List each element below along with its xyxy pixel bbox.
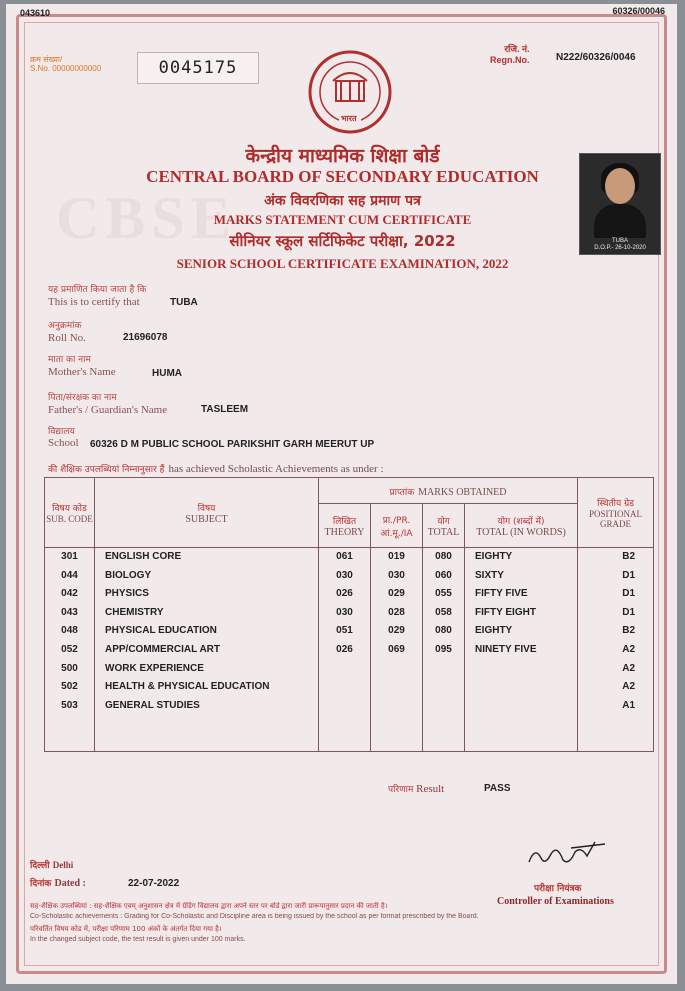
subject-grade-cell: B2 bbox=[622, 625, 636, 637]
col-total bbox=[423, 548, 465, 752]
col-theory bbox=[319, 548, 371, 752]
controller-signature bbox=[525, 836, 615, 881]
father-value: TASLEEM bbox=[201, 404, 249, 415]
subject-theory-cell: 030 bbox=[336, 606, 353, 618]
subject-theory-cell bbox=[319, 678, 370, 697]
subject-theory-cell: 030 bbox=[336, 569, 353, 581]
cbse-logo bbox=[305, 47, 395, 137]
result-value: PASS bbox=[484, 783, 511, 794]
subject-code-cell: 048 bbox=[61, 625, 78, 637]
subject-code-cell: 503 bbox=[61, 699, 78, 711]
student-photo bbox=[579, 153, 661, 255]
subject-theory-cell bbox=[319, 660, 370, 679]
subject-theory-cell: 026 bbox=[336, 588, 353, 600]
exam-title: SENIOR SCHOOL CERTIFICATE EXAMINATION, 2022 bbox=[176, 256, 509, 271]
marks-table bbox=[44, 477, 654, 752]
header-subject: विषय SUBJECT bbox=[95, 478, 319, 548]
cert-title-hindi: अंक विवरणिका सह प्रमाण पत्र bbox=[264, 193, 421, 209]
background-watermark: CBSE bbox=[56, 185, 237, 251]
subject-words-cell: NINETY FIVE bbox=[475, 643, 537, 655]
header-grade: स्थितीय ग्रेड POSITIONAL GRADE bbox=[578, 478, 654, 548]
col-practical bbox=[371, 548, 423, 752]
mother-label-hindi: माता का नाम bbox=[48, 355, 91, 365]
school-label-hindi: विद्यालय bbox=[48, 427, 75, 437]
subject-code-cell: 301 bbox=[61, 551, 78, 562]
subject-pr-cell: 029 bbox=[388, 588, 405, 600]
roll-value: 21696078 bbox=[123, 332, 168, 343]
student-name: TUBA bbox=[170, 297, 198, 308]
subject-words-cell: EIGHTY bbox=[475, 551, 513, 562]
subject-grade-cell: A2 bbox=[622, 681, 636, 693]
subject-words-cell: FIFTY FIVE bbox=[475, 588, 528, 600]
note-changed-code-hindi: परिवर्तित विषय कोड में, परीक्षा परिणाम 100 अंकों के अंतर्गत दिया गया है। bbox=[30, 925, 222, 933]
subject-name-cell: PHYSICS bbox=[105, 588, 149, 600]
header-theory: लिखित THEORY bbox=[319, 504, 371, 548]
subject-grade-cell: A1 bbox=[622, 699, 636, 711]
subject-theory-cell: 061 bbox=[336, 551, 353, 562]
subject-pr-cell: 029 bbox=[388, 625, 405, 637]
subject-words-cell bbox=[475, 697, 577, 716]
subject-grade-cell: D1 bbox=[622, 606, 636, 618]
subject-total-cell bbox=[423, 697, 464, 716]
subject-code-cell: 042 bbox=[61, 588, 78, 600]
subject-name-cell: WORK EXPERIENCE bbox=[105, 662, 204, 674]
subject-pr-cell: 019 bbox=[388, 551, 405, 562]
subject-grade-cell: B2 bbox=[622, 551, 636, 562]
note-coscholastic: Co-Scholastic achievements : Grading for Co-Scholastic and Discipline area is being issued by the school as per format prescribed by the Board. bbox=[30, 913, 479, 920]
subject-code-cell: 044 bbox=[61, 569, 78, 581]
header-practical: प्रा./PR. आं.मू./IA bbox=[371, 504, 423, 548]
sr-no-value: 0045175 bbox=[137, 52, 259, 84]
roll-label-hindi: अनुक्रमांक bbox=[48, 321, 82, 331]
board-title: CENTRAL BOARD OF SECONDARY EDUCATION bbox=[146, 167, 539, 186]
subject-pr-cell bbox=[371, 697, 422, 716]
serial-top-right: 60326/00046 bbox=[612, 6, 665, 16]
subject-grade-cell: D1 bbox=[622, 588, 636, 600]
col-codes bbox=[45, 548, 95, 752]
certify-label-hindi: यह प्रमाणित किया जाता है कि bbox=[48, 285, 147, 295]
subject-words-cell: SIXTY bbox=[475, 569, 504, 581]
subject-total-cell: 060 bbox=[435, 569, 452, 581]
subject-total-cell bbox=[423, 660, 464, 679]
signature-icon bbox=[525, 836, 615, 876]
subject-name-cell: GENERAL STUDIES bbox=[105, 699, 200, 711]
subject-pr-cell bbox=[371, 678, 422, 697]
photo-caption: TUBA D.O.P.- 26-10-2020 bbox=[594, 238, 646, 251]
subject-total-cell: 058 bbox=[435, 606, 452, 618]
subject-total-cell: 080 bbox=[435, 551, 452, 562]
subject-name-cell: BIOLOGY bbox=[105, 569, 152, 581]
subject-name-cell: ENGLISH CORE bbox=[105, 551, 182, 562]
subject-pr-cell: 030 bbox=[388, 569, 405, 581]
result-label: परिणाम Result bbox=[388, 783, 445, 795]
subject-name-cell: HEALTH & PHYSICAL EDUCATION bbox=[105, 681, 270, 693]
sr-no-label: क्रम संख्या/ S.No. 00000000000 bbox=[30, 55, 102, 73]
place-label: दिल्ली Delhi bbox=[30, 860, 74, 871]
subject-pr-cell: 028 bbox=[388, 606, 405, 618]
mother-label: Mother's Name bbox=[48, 366, 116, 378]
subject-total-cell: 095 bbox=[435, 643, 452, 655]
subject-total-cell: 080 bbox=[435, 625, 452, 637]
subject-words-cell bbox=[475, 678, 577, 697]
subject-words-cell bbox=[475, 660, 577, 679]
col-subjects bbox=[95, 548, 319, 752]
father-label-hindi: पिता/संरक्षक का नाम bbox=[48, 393, 117, 403]
roll-label: Roll No. bbox=[48, 332, 86, 344]
board-title-hindi: केन्द्रीय माध्यमिक शिक्षा बोर्ड bbox=[245, 145, 440, 167]
mother-value: HUMA bbox=[152, 368, 182, 379]
header-marks-obtained: प्राप्तांक MARKS OBTAINED bbox=[319, 478, 578, 504]
subject-code-cell: 052 bbox=[61, 643, 78, 655]
subject-theory-cell: 051 bbox=[336, 625, 353, 637]
certify-label: This is to certify that bbox=[48, 296, 140, 308]
controller-title-hindi: परीक्षा नियंत्रक bbox=[534, 884, 582, 894]
subject-grade-cell: A2 bbox=[622, 662, 636, 674]
subject-code-cell: 500 bbox=[61, 662, 78, 674]
subject-theory-cell bbox=[319, 697, 370, 716]
subject-grade-cell: D1 bbox=[622, 569, 636, 581]
col-total-words bbox=[465, 548, 578, 752]
father-label: Father's / Guardian's Name bbox=[48, 404, 168, 416]
regn-label: रजि. नं. Regn.No. bbox=[490, 44, 530, 65]
subject-name-cell: APP/COMMERCIAL ART bbox=[105, 643, 220, 655]
subject-name-cell: CHEMISTRY bbox=[105, 606, 164, 618]
header-code: विषय कोड SUB. CODE bbox=[45, 478, 95, 548]
school-label: School bbox=[48, 437, 79, 449]
subject-pr-cell: 069 bbox=[388, 643, 405, 655]
note-changed-code: In the changed subject code, the test result is given under 100 marks. bbox=[30, 936, 246, 943]
date-label: दिनांक Dated : bbox=[30, 878, 86, 889]
header-total: योग TOTAL bbox=[423, 504, 465, 548]
subject-code-cell: 043 bbox=[61, 606, 78, 618]
subject-grade-cell: A2 bbox=[622, 643, 636, 655]
subject-total-cell bbox=[423, 678, 464, 697]
subject-total-cell: 055 bbox=[435, 588, 452, 600]
subject-theory-cell: 026 bbox=[336, 643, 353, 655]
subject-words-cell: FIFTY EIGHT bbox=[475, 606, 536, 618]
logo-text: भारत bbox=[341, 114, 357, 123]
regn-value: N222/60326/0046 bbox=[556, 52, 636, 63]
exam-title-hindi: सीनियर स्कूल सर्टिफिकेट परीक्षा, 2022 bbox=[229, 232, 456, 250]
subject-code-cell: 502 bbox=[61, 681, 78, 693]
note-coscholastic-hindi: सह-शैक्षिक उपलब्धियां : सह-शैक्षिक एवम् अनुशासन क्षेत्र में ग्रेडिंग विद्यालय द्वारा अपने स्तर पर बोर्ड द्वारा जारी प्रारूपानुसार प्रदान की जाती है। bbox=[30, 902, 388, 910]
school-value: 60326 D M PUBLIC SCHOOL PARIKSHIT GARH MEERUT UP bbox=[90, 439, 375, 450]
controller-title: Controller of Examinations bbox=[497, 896, 614, 907]
date-value: 22-07-2022 bbox=[128, 878, 180, 889]
subject-pr-cell bbox=[371, 660, 422, 679]
serial-top-left: 043610 bbox=[20, 8, 51, 18]
col-grade bbox=[578, 548, 654, 752]
subject-words-cell: EIGHTY bbox=[475, 625, 513, 637]
header-total-words: योग (शब्दों में) TOTAL (IN WORDS) bbox=[465, 504, 578, 548]
subject-name-cell: PHYSICAL EDUCATION bbox=[105, 625, 217, 637]
achievement-line: की शैक्षिक उपलब्धियां निम्नानुसार हैं has achieved Scholastic Achievements as under : bbox=[48, 463, 384, 475]
cert-title: MARKS STATEMENT CUM CERTIFICATE bbox=[213, 212, 472, 227]
